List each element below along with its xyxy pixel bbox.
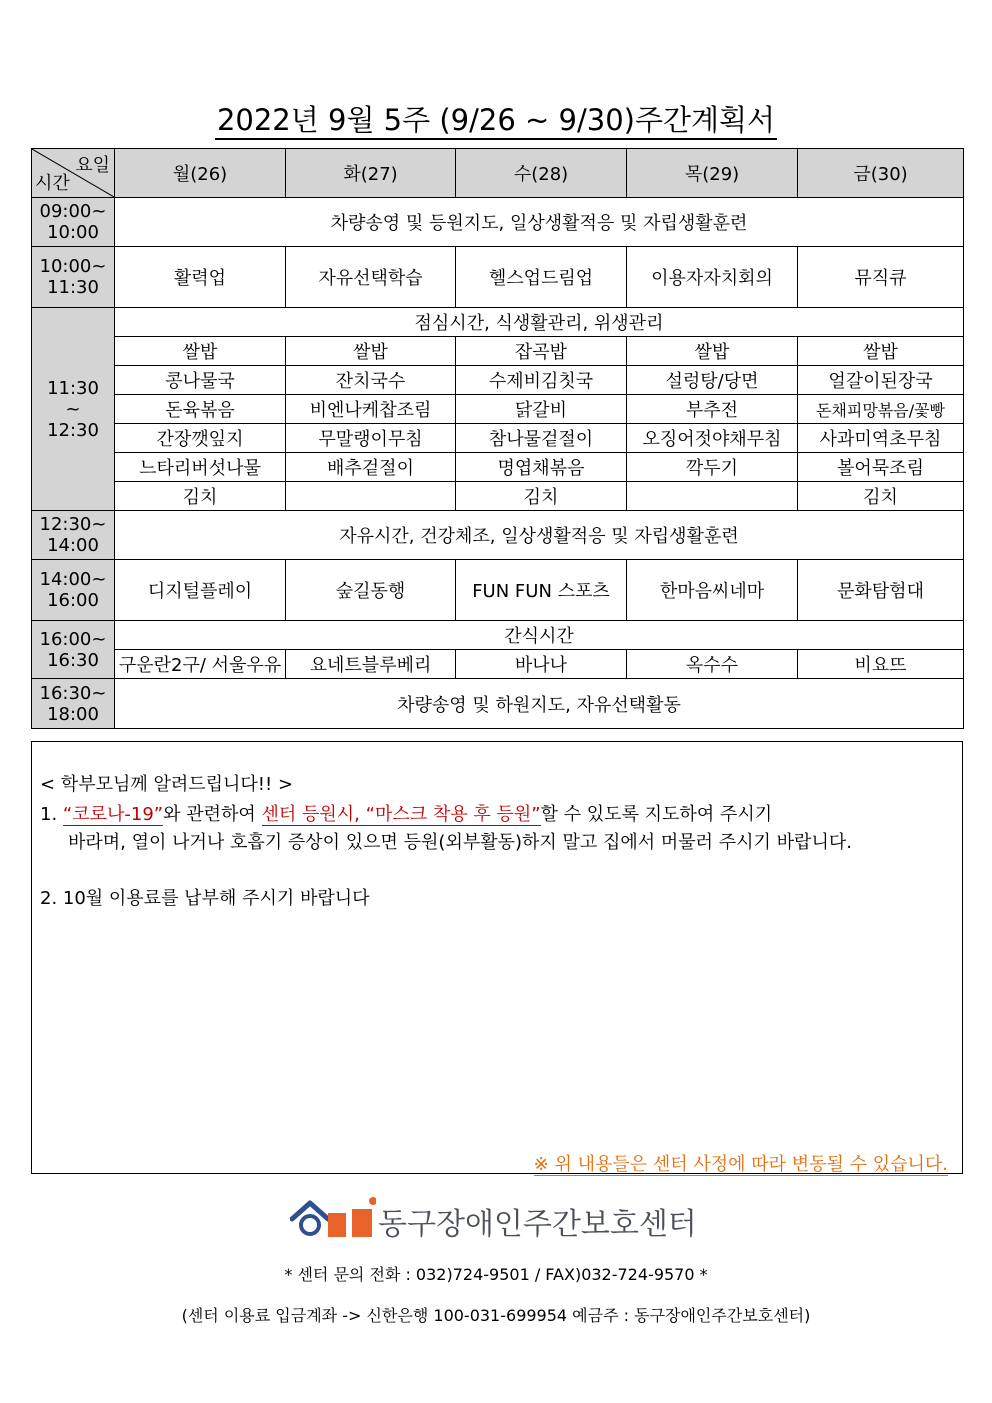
- menu-item: 김치: [798, 482, 964, 511]
- corner-header: [32, 149, 115, 198]
- snack-row: [32, 650, 964, 679]
- day-header-wed: 수(28): [456, 149, 627, 198]
- row-1000: [32, 247, 964, 308]
- day-header-fri: 금(30): [798, 149, 964, 198]
- menu-item: 콩나물국: [115, 366, 286, 395]
- notice-heading: < 학부모님께 알려드립니다!! >: [40, 774, 294, 795]
- time-start: 09:00~: [39, 201, 107, 222]
- menu-item: 느타리버섯나물: [115, 453, 286, 482]
- page-title-text: 2022년 9월 5주 (9/26 ~ 9/30)주간계획서: [215, 103, 777, 140]
- menu-row: [32, 424, 964, 453]
- time-end: 11:30: [47, 277, 99, 298]
- day-header-mon: 월(26): [115, 149, 286, 198]
- row-1230: [32, 511, 964, 560]
- menu-item: 쌀밥: [286, 337, 456, 366]
- lunch-title: 점심시간, 식생활관리, 위생관리: [115, 308, 964, 337]
- footnote-text: ※ 위 내용들은 센터 사정에 따라 변동될 수 있습니다.: [533, 1154, 948, 1175]
- time-end: 10:00: [47, 222, 99, 243]
- time-cell: [32, 621, 115, 679]
- time-end: 12:30: [47, 419, 99, 441]
- activity-cell: 디지털플레이: [115, 560, 286, 621]
- notice-box: [31, 741, 963, 1174]
- logo-mark-icon: [290, 1195, 376, 1243]
- activity-cell: 활력업: [115, 247, 286, 308]
- menu-item: 부추전: [627, 395, 798, 424]
- notice-footnote: [534, 1150, 948, 1176]
- menu-row: [32, 337, 964, 366]
- menu-item: 수제비김칫국: [456, 366, 627, 395]
- menu-item: 돈채피망볶음/꽃빵: [798, 395, 964, 424]
- time-start: 12:30~: [39, 514, 107, 535]
- menu-item: [286, 482, 456, 511]
- time-sep: ~: [65, 398, 81, 420]
- menu-item: 쌀밥: [115, 337, 286, 366]
- menu-item: 참나물겉절이: [456, 424, 627, 453]
- item-number: 1.: [40, 804, 63, 825]
- time-start: 16:30~: [39, 682, 107, 704]
- time-cell: [32, 198, 115, 247]
- time-start: 14:00~: [39, 569, 107, 590]
- snack-title-row: [32, 621, 964, 650]
- menu-item: 잔치국수: [286, 366, 456, 395]
- time-start: 16:00~: [39, 628, 107, 650]
- activity-cell: 차량송영 및 등원지도, 일상생활적응 및 자립생활훈련: [115, 198, 964, 247]
- notice-text: 할 수 있도록 지도하여 주시기: [540, 804, 773, 825]
- time-cell: [32, 308, 115, 511]
- menu-item: 돈육볶음: [115, 395, 286, 424]
- activity-cell: 자유시간, 건강체조, 일상생활적응 및 자립생활훈련: [115, 511, 964, 560]
- snack-item: 비요뜨: [798, 650, 964, 679]
- activity-cell: 한마음씨네마: [627, 560, 798, 621]
- notice-item-1: [40, 800, 772, 826]
- time-end: 16:00: [47, 590, 99, 611]
- row-1400: [32, 560, 964, 621]
- menu-item: 간장깻잎지: [115, 424, 286, 453]
- highlight-covid: “코로나-19”: [62, 804, 164, 825]
- highlight-mask: 센터 등원시, “마스크 착용 후 등원”: [261, 804, 541, 825]
- time-start: 10:00~: [39, 256, 107, 277]
- menu-item: 볼어묵조림: [798, 453, 964, 482]
- account-info: (센터 이용료 입금계좌 -> 신한은행 100-031-699954 예금주 : 동구장애인주간보호센터): [181, 1306, 811, 1325]
- activity-cell: 차량송영 및 하원지도, 자유선택활동: [115, 679, 964, 729]
- snack-item: 요네트블루베리: [286, 650, 456, 679]
- time-cell: [32, 679, 115, 729]
- menu-item: 깍두기: [627, 453, 798, 482]
- menu-item: 얼갈이된장국: [798, 366, 964, 395]
- schedule-table: [31, 148, 964, 729]
- menu-item: 잡곡밥: [456, 337, 627, 366]
- activity-cell: 헬스업드림업: [456, 247, 627, 308]
- day-header-thu: 목(29): [627, 149, 798, 198]
- menu-row: [32, 366, 964, 395]
- snack-title: 간식시간: [115, 621, 964, 650]
- day-axis-label: 요일: [75, 155, 110, 176]
- menu-item: 쌀밥: [627, 337, 798, 366]
- day-header-tue: 화(27): [286, 149, 456, 198]
- contact-info: * 센터 문의 전화 : 032)724-9501 / FAX)032-724-9570 *: [284, 1265, 708, 1284]
- menu-item: 김치: [456, 482, 627, 511]
- time-cell: [32, 560, 115, 621]
- menu-item: [627, 482, 798, 511]
- header-row: [32, 149, 964, 198]
- notice-text: 와 관련하여: [163, 804, 262, 825]
- activity-cell: 이용자자치회의: [627, 247, 798, 308]
- activity-cell: 자유선택학습: [286, 247, 456, 308]
- row-1630: [32, 679, 964, 729]
- time-cell: [32, 247, 115, 308]
- menu-item: 김치: [115, 482, 286, 511]
- activity-cell: FUN FUN 스포츠: [456, 560, 627, 621]
- center-name: 동구장애인주간보호센터: [378, 1207, 697, 1242]
- notice-item-2: 2. 10월 이용료를 납부해 주시기 바랍니다: [40, 888, 370, 909]
- activity-cell: 뮤직큐: [798, 247, 964, 308]
- menu-item: 명엽채볶음: [456, 453, 627, 482]
- menu-item: 사과미역초무침: [798, 424, 964, 453]
- time-end: 16:30: [47, 649, 99, 671]
- snack-item: 옥수수: [627, 650, 798, 679]
- menu-item: 쌀밥: [798, 337, 964, 366]
- page-title: [0, 98, 992, 139]
- center-logo: [290, 1195, 710, 1243]
- notice-item-1-cont: 바라며, 열이 나거나 호흡기 증상이 있으면 등원(외부활동)하지 말고 집에서 머물러 주시기 바랍니다.: [68, 832, 852, 853]
- time-end: 18:00: [47, 703, 99, 725]
- menu-item: 오징어젓야채무침: [627, 424, 798, 453]
- menu-item: 무말랭이무침: [286, 424, 456, 453]
- time-start: 11:30: [47, 377, 99, 399]
- menu-row: [32, 453, 964, 482]
- menu-row: [32, 395, 964, 424]
- activity-cell: 문화탐험대: [798, 560, 964, 621]
- row-0900: [32, 198, 964, 247]
- menu-row: [32, 482, 964, 511]
- lunch-title-row: [32, 308, 964, 337]
- snack-item: 바나나: [456, 650, 627, 679]
- time-axis-label: 시간: [35, 173, 70, 194]
- activity-cell: 숲길동행: [286, 560, 456, 621]
- menu-item: 설렁탕/당면: [627, 366, 798, 395]
- time-end: 14:00: [47, 535, 99, 556]
- menu-item: 닭갈비: [456, 395, 627, 424]
- menu-item: 배추겉절이: [286, 453, 456, 482]
- time-cell: [32, 511, 115, 560]
- snack-item: 구운란2구/ 서울우유: [115, 650, 286, 679]
- menu-item: 비엔나케찹조림: [286, 395, 456, 424]
